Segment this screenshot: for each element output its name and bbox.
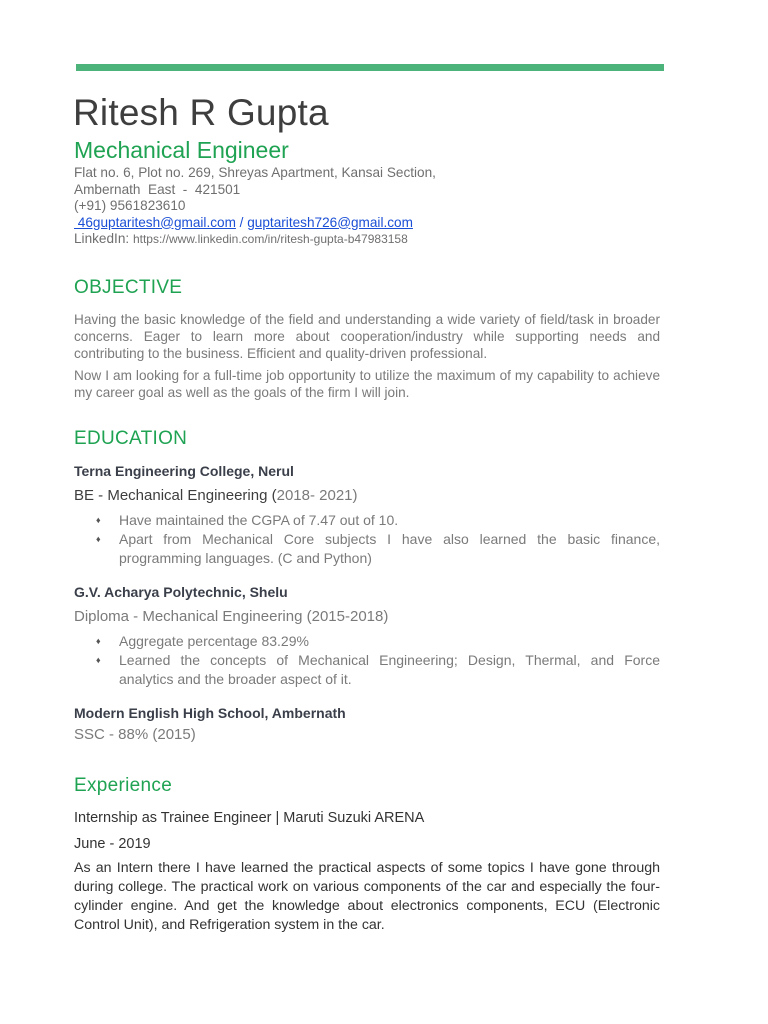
email-link-2[interactable]: guptaritesh726@gmail.com xyxy=(247,214,413,230)
job-title: Mechanical Engineer xyxy=(74,137,289,163)
contact-block xyxy=(74,165,436,248)
school-name: Terna Engineering College, Nerul xyxy=(74,463,294,479)
education-heading: EDUCATION xyxy=(74,428,188,449)
bullet-icon: ♦ xyxy=(96,655,101,665)
school-bullets xyxy=(74,632,660,689)
degree-line: SSC - 88% (2015) xyxy=(74,726,196,743)
degree-years: 2018- 2021) xyxy=(276,487,358,504)
address-line-2: Ambernath East - 421501 xyxy=(74,181,241,197)
linkedin-url[interactable]: https://www.linkedin.com/in/ritesh-gupta-b47983158 xyxy=(132,232,408,246)
bullet-text: Have maintained the CGPA of 7.47 out of 10. xyxy=(119,512,399,528)
bullet-text: Aggregate percentage 83.29% xyxy=(119,633,309,649)
address-line-1: Flat no. 6, Plot no. 269, Shreyas Apartment, Kansai Section, xyxy=(74,165,436,180)
degree-line: Diploma - Mechanical Engineering (2015-2018) xyxy=(74,608,389,625)
phone-number: (+91) 9561823610 xyxy=(74,198,186,213)
bullet-text: Apart from Mechanical Core subjects I have also learned the basic finance, programming languages. (C and Python) xyxy=(119,531,660,566)
degree-name: BE - Mechanical Engineering ( xyxy=(74,487,277,504)
experience-heading: Experience xyxy=(74,775,173,796)
list-item xyxy=(74,530,660,568)
experience-description: As an Intern there I have learned the practical aspects of some topics I have gone through during college. The practical work on various components of the car and especially the four-cylinder engine. And get the knowledge about electronics components, ECU (Electronic Control Unit), and Refrigeration system in the car. xyxy=(74,860,660,933)
school-bullets xyxy=(74,511,660,568)
list-item xyxy=(74,511,660,530)
linkedin-label: LinkedIn: xyxy=(74,231,133,246)
list-item xyxy=(74,651,660,689)
bullet-icon: ♦ xyxy=(96,534,101,544)
bullet-text: Learned the concepts of Mechanical Engineering; Design, Thermal, and Force analytics and the broader aspect of it. xyxy=(119,652,660,687)
experience-date: June - 2019 xyxy=(74,836,151,852)
email-line xyxy=(74,215,436,232)
experience-role: Internship as Trainee Engineer | Maruti Suzuki ARENA xyxy=(74,810,425,826)
degree-line xyxy=(74,487,358,504)
school-name: Modern English High School, Ambernath xyxy=(74,705,346,721)
email-separator: / xyxy=(235,214,248,230)
list-item xyxy=(74,632,660,651)
candidate-name: Ritesh R Gupta xyxy=(73,92,329,133)
bullet-icon: ♦ xyxy=(96,636,101,646)
objective-paragraph-2: Now I am looking for a full-time job opportunity to utilize the maximum of my capability to achieve my career goal as well as the goals of the firm I will join. xyxy=(74,368,660,400)
objective-heading: OBJECTIVE xyxy=(74,277,183,298)
objective-paragraph-1: Having the basic knowledge of the field and understanding a wide variety of field/task in broader concerns. Eager to learn more about cooperation/industry while supporting needs and contributing to the business. Efficient and quality-driven professional. xyxy=(74,312,660,361)
email-link-1[interactable]: 46guptaritesh@gmail.com xyxy=(74,214,236,230)
header-rule xyxy=(76,64,664,71)
bullet-icon: ♦ xyxy=(96,515,101,525)
school-name: G.V. Acharya Polytechnic, Shelu xyxy=(74,584,288,600)
linkedin-line xyxy=(74,231,436,248)
